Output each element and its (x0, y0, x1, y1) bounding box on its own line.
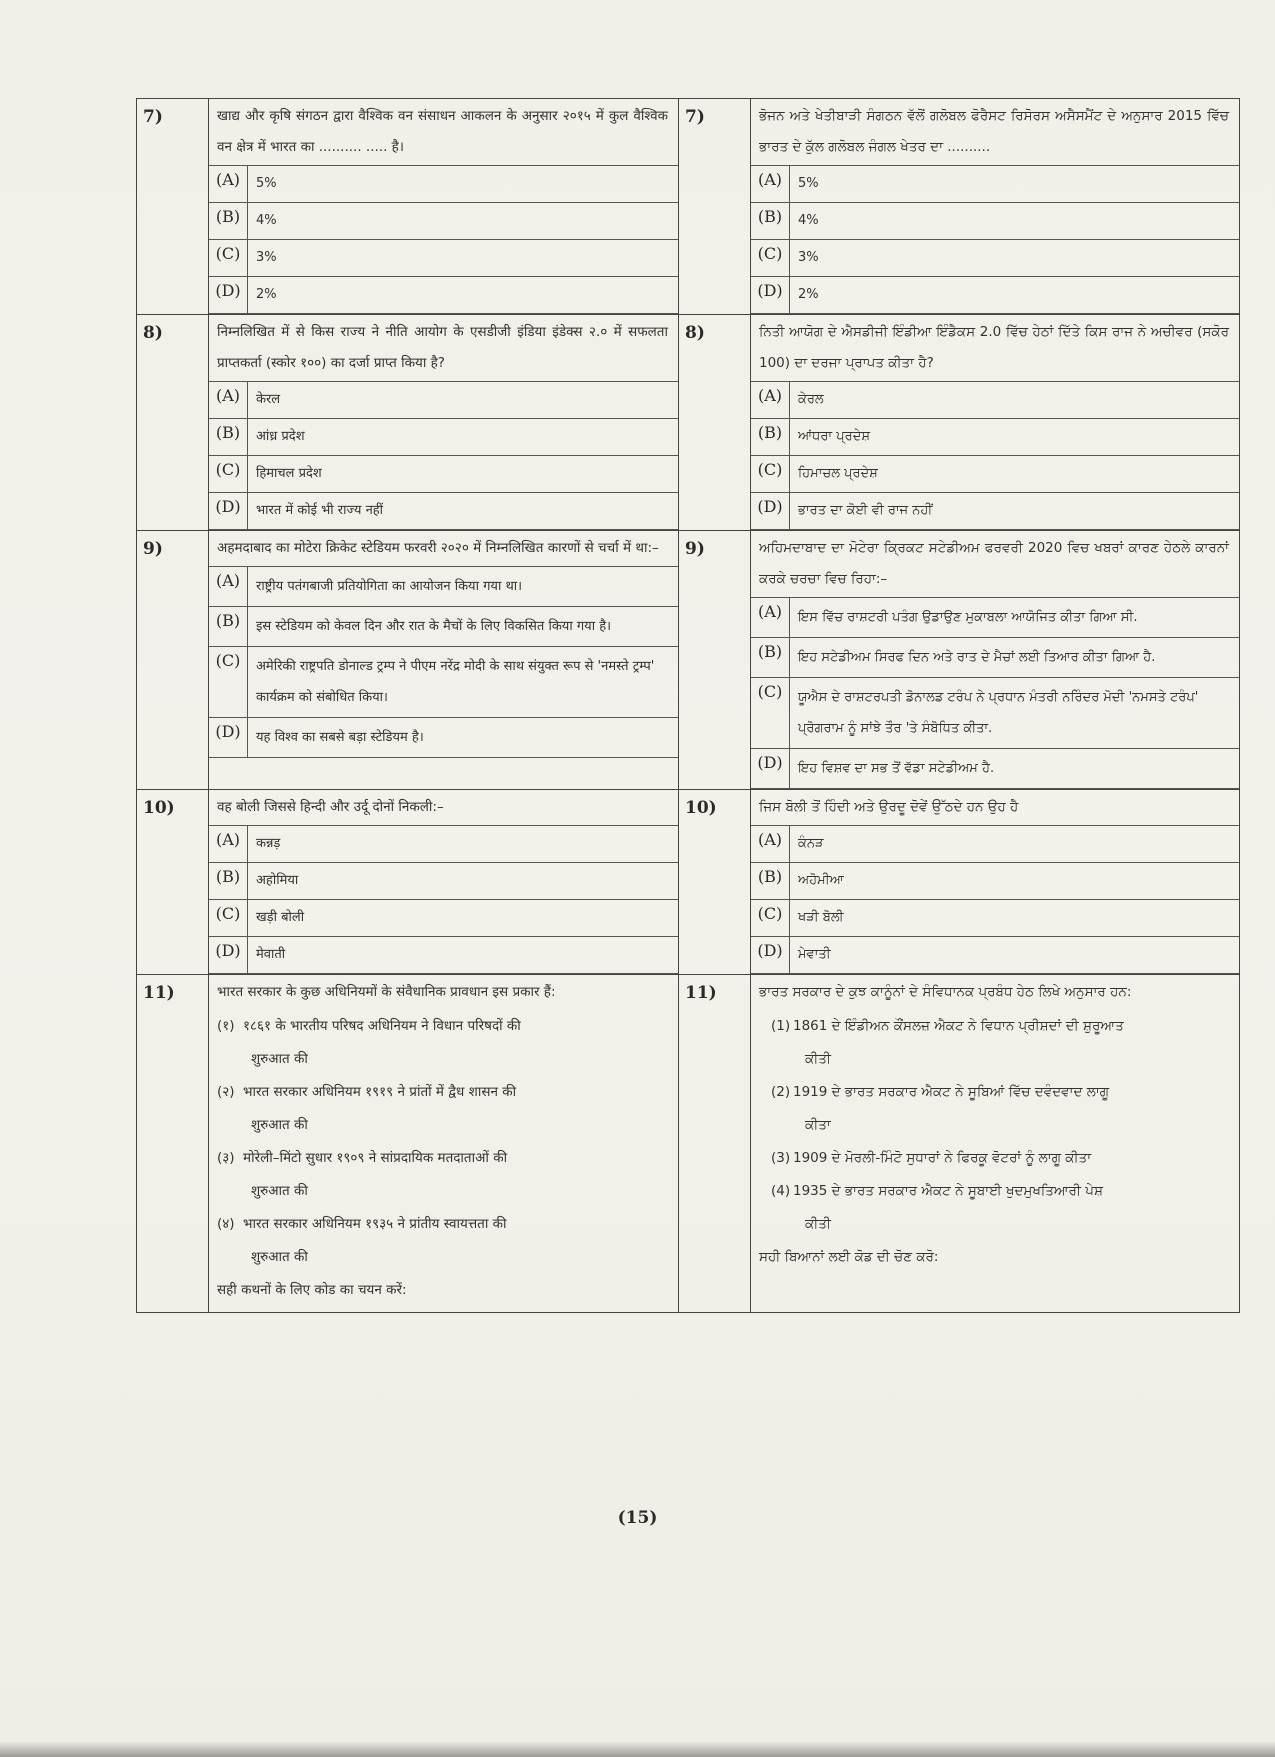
options-punjabi (751, 381, 1239, 530)
question-row (137, 531, 1240, 790)
option-label: (D) (209, 277, 248, 314)
statement-text: 1861 ਦੇ ਇੰਡੀਅਨ ਕੌਂਸਲਜ਼ ਐਕਟ ਨੇ ਵਿਧਾਨ ਪ੍ਰੀਸ਼ਦਾਂ ਦੀ ਸ਼ੁਰੂਆਤ (793, 1018, 1124, 1034)
option-label: (B) (751, 638, 790, 678)
option-text: ਭਾਰਤ ਦਾ ਕੋਈ ਵੀ ਰਾਜ ਨਹੀਂ (790, 493, 1240, 530)
question-stem-hindi: खाद्य और कृषि संगठन द्वारा वैश्विक वन संसाधन आकलन के अनुसार २०१५ में कुल वैश्विक वन क्षेत्र में भारत का .......... ..... है। (217, 108, 668, 155)
option-label: (C) (209, 900, 248, 937)
question-row (137, 790, 1240, 975)
question-cell-punjabi (751, 975, 1240, 1313)
option-text: ਆਂਧਰਾ ਪ੍ਰਦੇਸ਼ (790, 419, 1240, 456)
option-row[interactable] (751, 382, 1239, 419)
question-cell-punjabi (751, 99, 1240, 315)
option-label: (A) (751, 826, 790, 863)
statement-continuation: शुरुआत की (251, 1183, 308, 1199)
option-label: (A) (209, 382, 248, 419)
option-label: (B) (751, 419, 790, 456)
question-number-hindi: 11) (137, 975, 209, 1313)
option-row[interactable] (209, 456, 678, 493)
option-text: 5% (248, 166, 679, 203)
option-text: ਇਹ ਵਿਸ਼ਵ ਦਾ ਸਭ ਤੋਂ ਵੱਡਾ ਸਟੇਡੀਅਮ ਹੈ. (790, 749, 1240, 789)
option-label: (C) (209, 240, 248, 277)
option-row[interactable] (209, 647, 678, 718)
scan-edge-shadow (0, 1741, 1275, 1757)
statement-number: (३) (217, 1150, 235, 1166)
option-text: 2% (790, 277, 1240, 314)
question-number-punjabi: 10) (679, 790, 751, 975)
option-text: ਖੜੀ ਬੋਲੀ (790, 900, 1240, 937)
option-text: राष्ट्रीय पतंगबाजी प्रतियोगिता का आयोजन किया गया था। (248, 567, 679, 607)
question-stem-hindi: भारत सरकार के कुछ अधिनियमों के संवैधानिक प्रावधान इस प्रकार हैं: (217, 984, 556, 1000)
option-text: कन्नड़ (248, 826, 679, 863)
statement-text: भारत सरकार अधिनियम १९१९ ने प्रांतों में द्वैध शासन की (243, 1084, 517, 1100)
instruction-punjabi: ਸਹੀ ਬਿਆਨਾਂ ਲਈ ਕੋਡ ਦੀ ਚੋਣ ਕਰੋ: (759, 1249, 939, 1265)
option-label: (B) (209, 203, 248, 240)
option-text: ਅਹੋਮੀਆ (790, 863, 1240, 900)
page-number: (15) (617, 1508, 658, 1528)
statement-number: (४) (217, 1216, 235, 1232)
option-label: (C) (209, 647, 248, 718)
question-cell-hindi (209, 531, 679, 790)
option-row[interactable] (751, 240, 1239, 277)
question-cell-punjabi (751, 315, 1240, 531)
option-label: (A) (209, 567, 248, 607)
question-stem-hindi: वह बोली जिससे हिन्दी और उर्दू दोनों निकली:– (217, 799, 444, 815)
statement-4-hindi (209, 1208, 678, 1274)
statement-3-hindi (209, 1142, 678, 1208)
option-text: मेवाती (248, 937, 679, 974)
option-label: (A) (751, 382, 790, 419)
option-row[interactable] (751, 863, 1239, 900)
option-row[interactable] (209, 240, 678, 277)
statement-2-hindi (209, 1076, 678, 1142)
option-label: (D) (751, 749, 790, 789)
option-row[interactable] (209, 607, 678, 647)
option-text: यह विश्व का सबसे बड़ा स्टेडियम है। (248, 718, 679, 758)
option-text: ਇਹ ਸਟੇਡੀਅਮ ਸਿਰਫ ਦਿਨ ਅਤੇ ਰਾਤ ਦੇ ਮੈਚਾਂ ਲਈ ਤਿਆਰ ਕੀਤਾ ਗਿਆ ਹੈ. (790, 638, 1240, 678)
question-cell-hindi (209, 790, 679, 975)
option-label: (C) (751, 240, 790, 277)
option-row[interactable] (751, 419, 1239, 456)
options-hindi (209, 381, 678, 530)
option-label: (A) (751, 166, 790, 203)
options-punjabi (751, 165, 1239, 314)
statement-number: (3) (771, 1150, 791, 1166)
option-label: (A) (751, 598, 790, 638)
option-label: (B) (209, 419, 248, 456)
option-text: ਕੇਰਲ (790, 382, 1240, 419)
statement-3-punjabi (751, 1142, 1239, 1175)
option-row[interactable] (209, 900, 678, 937)
question-cell-hindi (209, 975, 679, 1313)
question-stem-punjabi: ਨਿਤੀ ਆਯੋਗ ਦੇ ਐਸਡੀਜੀ ਇੰਡੀਆ ਇੰਡੈਕਸ 2.0 ਵਿੱਚ ਹੇਠਾਂ ਦਿੱਤੇ ਕਿਸ ਰਾਜ ਨੇ ਅਚੀਵਰ (ਸਕੋਰ 100) ਦਾ ਦਰਜਾ ਪ੍ਰਾਪਤ ਕੀਤਾ ਹੈ? (759, 324, 1229, 371)
question-cell-hindi (209, 99, 679, 315)
question-table (136, 98, 1240, 1313)
statement-4-punjabi (751, 1175, 1239, 1241)
option-text: ਯੂਐਸ ਦੇ ਰਾਸ਼ਟਰਪਤੀ ਡੋਨਾਲਡ ਟਰੰਪ ਨੇ ਪ੍ਰਧਾਨ ਮੰਤਰੀ ਨਰਿੰਦਰ ਮੋਦੀ 'ਨਮਸਤੇ ਟਰੰਪ' ਪ੍ਰੋਗਰਾਮ ਨੂੰ ਸਾਂਝੇ ਤੌਰ 'ਤੇ ਸੰਬੋਧਿਤ ਕੀਤਾ. (790, 678, 1240, 749)
option-label: (B) (209, 863, 248, 900)
options-punjabi (751, 825, 1239, 974)
statement-text: 1919 ਦੇ ਭਾਰਤ ਸਰਕਾਰ ਐਕਟ ਨੇ ਸੂਬਿਆਂ ਵਿੱਚ ਦਵੰਦਵਾਦ ਲਾਗੂ (793, 1084, 1110, 1100)
options-hindi (209, 165, 678, 314)
option-row[interactable] (209, 166, 678, 203)
option-label: (D) (209, 718, 248, 758)
question-cell-hindi (209, 315, 679, 531)
option-row[interactable] (209, 419, 678, 456)
option-text: 4% (248, 203, 679, 240)
option-row[interactable] (751, 456, 1239, 493)
question-row (137, 99, 1240, 315)
instruction-hindi: सही कथनों के लिए कोड का चयन करें: (217, 1282, 407, 1298)
option-row[interactable] (751, 638, 1239, 678)
option-text: 4% (790, 203, 1240, 240)
option-row[interactable] (751, 598, 1239, 638)
option-text: अमेरिकी राष्ट्रपति डोनाल्ड ट्रम्प ने पीएम नरेंद्र मोदी के साथ संयुक्त रूप से 'नमस्ते ट्रम्प' कार्यक्रम को संबोधित किया। (248, 647, 679, 718)
option-text: 3% (248, 240, 679, 277)
question-stem-punjabi: ਭੋਜਨ ਅਤੇ ਖੇਤੀਬਾੜੀ ਸੰਗਠਨ ਵੱਲੋਂ ਗਲੋਬਲ ਫੋਰੈਸਟ ਰਿਸੋਰਸ ਅਸੈਸਮੈਂਟ ਦੇ ਅਨੁਸਾਰ 2015 ਵਿੱਚ ਭਾਰਤ ਦੇ ਕੁੱਲ ਗਲੋਬਲ ਜੰਗਲ ਖੇਤਰ ਦਾ .......... (759, 108, 1229, 155)
option-row[interactable] (751, 277, 1239, 314)
option-row[interactable] (751, 493, 1239, 530)
option-text: इस स्टेडियम को केवल दिन और रात के मैचों के लिए विकसित किया गया है। (248, 607, 679, 647)
statement-text: १८६१ के भारतीय परिषद अधिनियम ने विधान परिषदों की (243, 1018, 521, 1034)
statement-number: (2) (771, 1084, 791, 1100)
option-text: 3% (790, 240, 1240, 277)
option-text: ਮੇਵਾਤੀ (790, 937, 1240, 974)
option-text: ਹਿਮਾਚਲ ਪ੍ਰਦੇਸ਼ (790, 456, 1240, 493)
options-hindi (209, 566, 678, 758)
statement-number: (१) (217, 1018, 235, 1034)
option-row[interactable] (751, 900, 1239, 937)
option-label: (D) (209, 937, 248, 974)
option-label: (D) (751, 277, 790, 314)
option-text: हिमाचल प्रदेश (248, 456, 679, 493)
option-row[interactable] (751, 166, 1239, 203)
question-number-hindi: 9) (137, 531, 209, 790)
option-text: खड़ी बोली (248, 900, 679, 937)
question-row (137, 315, 1240, 531)
option-row[interactable] (751, 826, 1239, 863)
question-number-hindi: 8) (137, 315, 209, 531)
question-stem-punjabi: ਭਾਰਤ ਸਰਕਾਰ ਦੇ ਕੁਝ ਕਾਨੂੰਨਾਂ ਦੇ ਸੰਵਿਧਾਨਕ ਪ੍ਰਬੰਧ ਹੇਠ ਲਿਖੇ ਅਨੁਸਾਰ ਹਨ: (759, 984, 1132, 1000)
statement-number: (२) (217, 1084, 235, 1100)
option-text: 2% (248, 277, 679, 314)
option-text: केरल (248, 382, 679, 419)
option-label: (B) (209, 607, 248, 647)
statement-number: (4) (771, 1183, 791, 1199)
option-label: (C) (751, 678, 790, 749)
option-row[interactable] (209, 826, 678, 863)
statement-number: (1) (771, 1018, 791, 1034)
option-label: (A) (209, 826, 248, 863)
option-row[interactable] (209, 718, 678, 758)
statement-continuation: ਕੀਤੀ (805, 1216, 831, 1232)
option-text: भारत में कोई भी राज्य नहीं (248, 493, 679, 530)
option-text: अहोमिया (248, 863, 679, 900)
option-row[interactable] (751, 749, 1239, 789)
option-row[interactable] (209, 277, 678, 314)
question-stem-hindi: निम्नलिखित में से किस राज्य ने नीति आयोग के एसडीजी इंडिया इंडेक्स २.० में सफलता प्राप्तकर्ता (स्कोर १००) का दर्जा प्राप्त किया है? (217, 324, 668, 371)
question-number-hindi: 7) (137, 99, 209, 315)
statement-1-hindi (209, 1010, 678, 1076)
question-number-hindi: 10) (137, 790, 209, 975)
question-number-punjabi: 7) (679, 99, 751, 315)
statement-2-punjabi (751, 1076, 1239, 1142)
statement-text: मोरेली–मिंटो सुधार १९०९ ने सांप्रदायिक मतदाताओं की (243, 1150, 508, 1166)
option-text: 5% (790, 166, 1240, 203)
question-number-punjabi: 8) (679, 315, 751, 531)
option-row[interactable] (209, 863, 678, 900)
option-label: (C) (209, 456, 248, 493)
statement-1-punjabi (751, 1010, 1239, 1076)
question-stem-punjabi: ਜਿਸ ਬੋਲੀ ਤੋਂ ਹਿੰਦੀ ਅਤੇ ਉਰਦੂ ਦੋਵੇਂ ਉੱਠਦੇ ਹਨ ਉਹ ਹੈ (759, 799, 1019, 815)
options-punjabi (751, 597, 1239, 789)
statement-continuation: शुरुआत की (251, 1117, 308, 1133)
question-number-punjabi: 11) (679, 975, 751, 1313)
option-text: ਕੰਨੜ (790, 826, 1240, 863)
option-row[interactable] (751, 203, 1239, 240)
options-hindi (209, 825, 678, 974)
statement-text: 1935 ਦੇ ਭਾਰਤ ਸਰਕਾਰ ਐਕਟ ਨੇ ਸੂਬਾਈ ਖੁਦਮੁਖਤਿਆਰੀ ਪੇਸ਼ (793, 1183, 1103, 1199)
option-row[interactable] (751, 678, 1239, 749)
option-label: (D) (751, 937, 790, 974)
question-row-11 (137, 975, 1240, 1313)
statement-continuation: शुरुआत की (251, 1051, 308, 1067)
option-text: ਇਸ ਵਿੱਚ ਰਾਸ਼ਟਰੀ ਪਤੰਗ ਉਡਾਉਣ ਮੁਕਾਬਲਾ ਆਯੋਜਿਤ ਕੀਤਾ ਗਿਆ ਸੀ. (790, 598, 1240, 638)
option-label: (B) (751, 203, 790, 240)
statement-continuation: शुरुआत की (251, 1249, 308, 1265)
option-row[interactable] (209, 203, 678, 240)
option-label: (C) (751, 900, 790, 937)
question-cell-punjabi (751, 531, 1240, 790)
option-label: (D) (209, 493, 248, 530)
statement-continuation: ਕੀਤੀ (805, 1051, 831, 1067)
option-label: (B) (751, 863, 790, 900)
option-row[interactable] (209, 567, 678, 607)
question-number-punjabi: 9) (679, 531, 751, 790)
option-label: (D) (751, 493, 790, 530)
statement-text: 1909 ਦੇ ਮੋਰਲੀ-ਮਿੰਟੋ ਸੁਧਾਰਾਂ ਨੇ ਫਿਰਕੂ ਵੋਟਰਾਂ ਨੂੰ ਲਾਗੂ ਕੀਤਾ (793, 1150, 1092, 1166)
question-cell-punjabi (751, 790, 1240, 975)
option-row[interactable] (209, 382, 678, 419)
question-stem-punjabi: ਅਹਿਮਦਾਬਾਦ ਦਾ ਮੋਟੇਰਾ ਕ੍ਰਿਕਟ ਸਟੇਡੀਅਮ ਫਰਵਰੀ 2020 ਵਿਚ ਖਬਰਾਂ ਕਾਰਣ ਹੇਠਲੇ ਕਾਰਨਾਂ ਕਰਕੇ ਚਰਚਾ ਵਿਚ ਰਿਹਾ:– (759, 540, 1229, 587)
question-stem-hindi: अहमदाबाद का मोटेरा क्रिकेट स्टेडियम फरवरी २०२० में निम्नलिखित कारणों से चर्चा में था:– (217, 540, 659, 556)
option-row[interactable] (209, 493, 678, 530)
option-text: आंध्र प्रदेश (248, 419, 679, 456)
statement-text: भारत सरकार अधिनियम १९३५ ने प्रांतीय स्वायत्तता की (243, 1216, 507, 1232)
option-row[interactable] (209, 937, 678, 974)
option-label: (A) (209, 166, 248, 203)
option-label: (C) (751, 456, 790, 493)
option-row[interactable] (751, 937, 1239, 974)
statement-continuation: ਕੀਤਾ (805, 1117, 831, 1133)
